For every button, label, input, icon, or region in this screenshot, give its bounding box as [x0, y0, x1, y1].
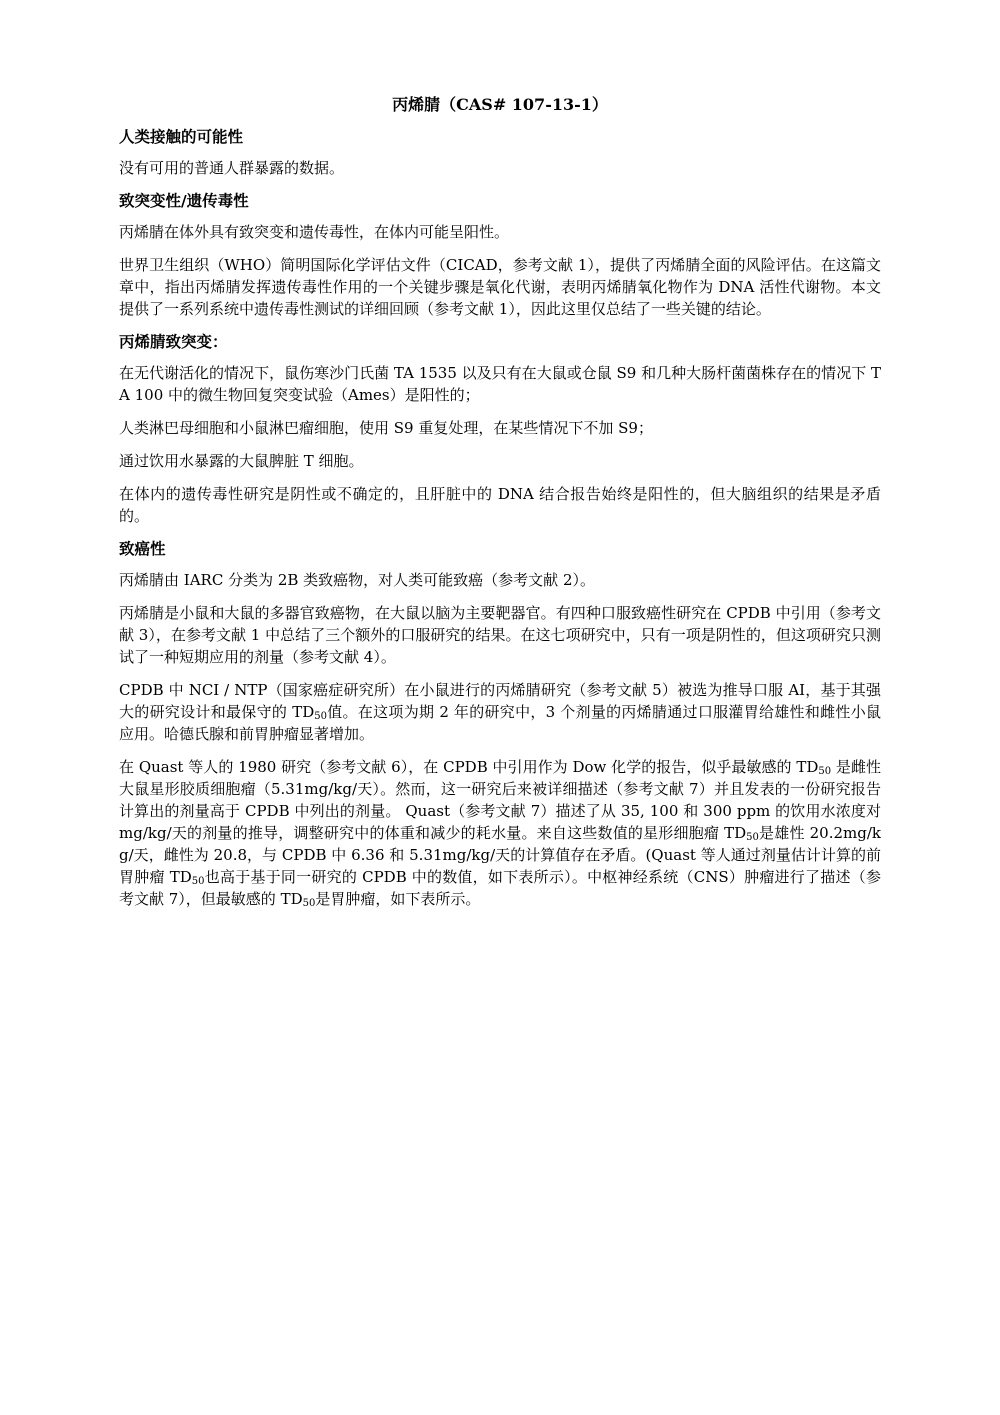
- paragraph-text: CPDB 中 NCI / NTP（国家癌症研究所）在小鼠进行的丙烯腈研究（参考文献 5）被选为推导口服 AI，基于其强大的研究设计和最保守的 TD: [119, 681, 881, 721]
- subscript-text: 50: [746, 832, 759, 843]
- paragraph-text: 丙烯腈由 IARC 分类为 2B 类致癌物，对人类可能致癌（参考文献 2）。: [119, 571, 595, 589]
- section-heading: 致突变性/遗传毒性: [119, 192, 249, 210]
- subscript-text: 50: [191, 876, 205, 887]
- paragraph-text: 世界卫生组织（WHO）简明国际化学评估文件（CICAD，参考文献 1），提供了丙烯腈全面的风险评估。在这篇文章中，指出丙烯腈发挥遗传毒性作用的一个关键步骤是氧化代谢，表明丙烯腈氧化物作为 DNA 活性代谢物。本文提供了一系列系统中遗传毒性测试的详细回顾（参考文献 1），因此这里仅总结了一些关键的结论。: [119, 256, 881, 318]
- paragraph: [119, 602, 881, 668]
- paragraph-text: 值。在这项为期 2 年的研究中，3 个剂量的丙烯腈通过口服灌胃给雄性和雌性小鼠应用。哈德氏腺和前胃肿瘤显著增加。: [119, 703, 881, 743]
- paragraph-text: 通过饮用水暴露的大鼠脾脏 T 细胞。: [119, 452, 364, 470]
- paragraph: [119, 157, 881, 179]
- document-body: [119, 126, 881, 910]
- paragraph: [119, 483, 881, 527]
- section-heading: 人类接触的可能性: [119, 128, 244, 146]
- paragraph-text: 人类淋巴母细胞和小鼠淋巴瘤细胞，使用 S9 重复处理，在某些情况下不加 S9；: [119, 419, 653, 437]
- paragraph: [119, 362, 881, 406]
- paragraph: [119, 569, 881, 591]
- subscript-text: 50: [302, 898, 316, 909]
- paragraph: [119, 221, 881, 243]
- paragraph-text: 是雄性 20.2mg/kg/天，雌性为 20.8，与 CPDB 中 6.36 和 5.31mg/kg/天的计算值存在矛盾。(Quast 等人通过剂量估计计算的前胃肿瘤 TD: [119, 824, 881, 886]
- section-heading: 丙烯腈致突变：: [119, 333, 228, 351]
- document-title: 丙烯腈（CAS# 107-13-1）: [392, 95, 608, 114]
- paragraph-text: 在无代谢活化的情况下，鼠伤寒沙门氏菌 TA 1535 以及只有在大鼠或仓鼠 S9 和几种大肠杆菌菌株存在的情况下 TA 100 中的微生物回复突变试验（Ames）是阳性的；: [119, 364, 881, 404]
- paragraph-text: 丙烯腈在体外具有致突变和遗传毒性，在体内可能呈阳性。: [119, 223, 510, 241]
- paragraph-text: 没有可用的普通人群暴露的数据。: [119, 159, 345, 177]
- section-heading: 致癌性: [119, 540, 166, 558]
- paragraph: [119, 417, 881, 439]
- paragraph-text: 是雌性大鼠星形胶质细胞瘤（5.31mg/kg/天）。然而，这一研究后来被详细描述（参考文献 7）并且发表的一份研究报告计算出的剂量高于 CPDB 中列出的剂量。 Quast（参考文献 7）描述了从 35, 100 和 300 ppm 的饮用水浓度对 mg/kg/天的剂量的推导，调整研究中的体重和减少的耗水量。来自这些数值的星形细胞瘤 TD: [119, 758, 881, 842]
- paragraph: [119, 254, 881, 320]
- paragraph: [119, 679, 881, 745]
- paragraph-text: 在体内的遗传毒性研究是阴性或不确定的，且肝脏中的 DNA 结合报告始终是阳性的，但大脑组织的结果是矛盾的。: [119, 485, 881, 525]
- paragraph-text: 也高于基于同一研究的 CPDB 中的数值，如下表所示）。中枢神经系统（CNS）肿瘤进行了描述（参考文献 7），但最敏感的 TD: [119, 868, 881, 908]
- paragraph-text: 是胃肿瘤，如下表所示。: [315, 890, 481, 908]
- subscript-text: 50: [818, 766, 832, 777]
- paragraph-text: 在 Quast 等人的 1980 研究（参考文献 6），在 CPDB 中引用作为 Dow 化学的报告，似乎最敏感的 TD: [119, 758, 819, 776]
- paragraph: [119, 450, 881, 472]
- subscript-text: 50: [314, 711, 327, 722]
- document-page: [119, 94, 881, 921]
- paragraph-text: 丙烯腈是小鼠和大鼠的多器官致癌物，在大鼠以脑为主要靶器官。有四种口服致癌性研究在 CPDB 中引用（参考文献 3），在参考文献 1 中总结了三个额外的口服研究的结果。在这七项研究中，只有一项是阴性的，但这项研究只测试了一种短期应用的剂量（参考文献 4）。: [119, 604, 881, 666]
- paragraph: [119, 756, 881, 910]
